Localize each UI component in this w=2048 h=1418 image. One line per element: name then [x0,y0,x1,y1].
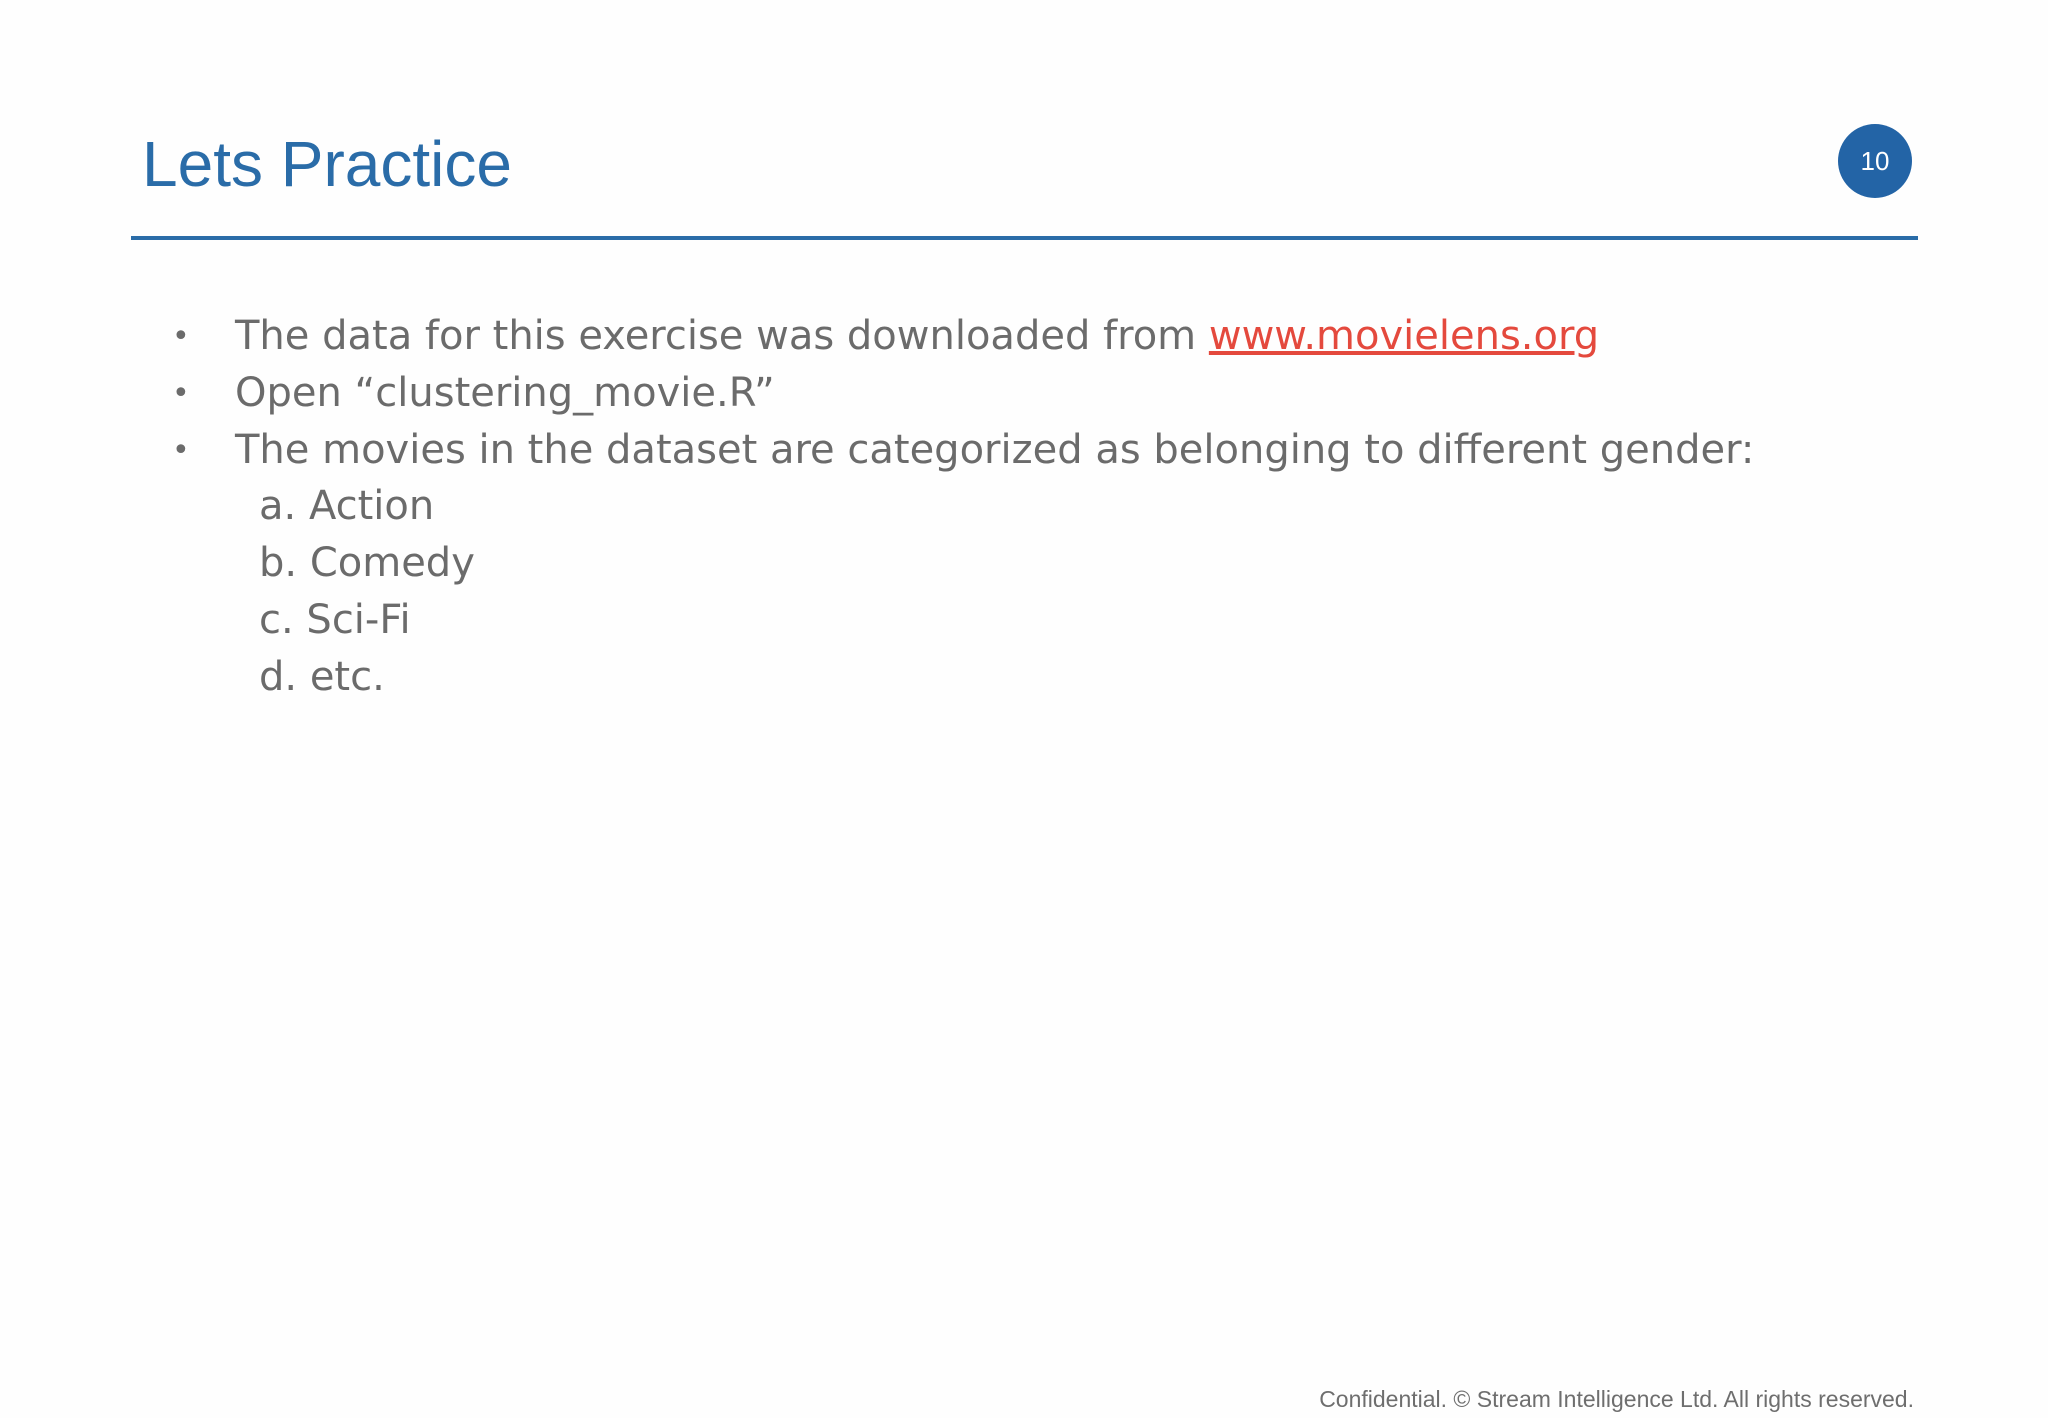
page-number-badge: 10 [1838,124,1912,198]
title-divider [131,236,1918,240]
bullet-list [172,308,1754,479]
bullet-text: Open “clustering_movie.R” [235,370,775,416]
slide-title: Lets Practice [142,128,512,200]
genre-sublist [259,478,475,706]
bullet-text [235,308,1599,365]
bullet-item [172,308,1754,365]
sublist-item: b. Comedy [259,540,475,586]
sublist-item: d. etc. [259,654,385,700]
bullet-marker: • [172,376,190,411]
bullet-item [172,422,1754,479]
bullet-marker: • [172,319,190,354]
movielens-link[interactable]: www.movielens.org [1208,313,1600,359]
bullet-item [172,365,1754,422]
sublist-item: a. Action [259,483,435,529]
sublist-item: c. Sci-Fi [259,597,411,643]
bullet-marker: • [172,433,190,468]
confidential-footer: Confidential. © Stream Intelligence Ltd. All rights reserved. [1319,1386,1914,1412]
bullet-text-prefix: The data for this exercise was downloaded from [235,313,1209,359]
bullet-text: The movies in the dataset are categorized as belonging to different gender: [235,427,1755,473]
